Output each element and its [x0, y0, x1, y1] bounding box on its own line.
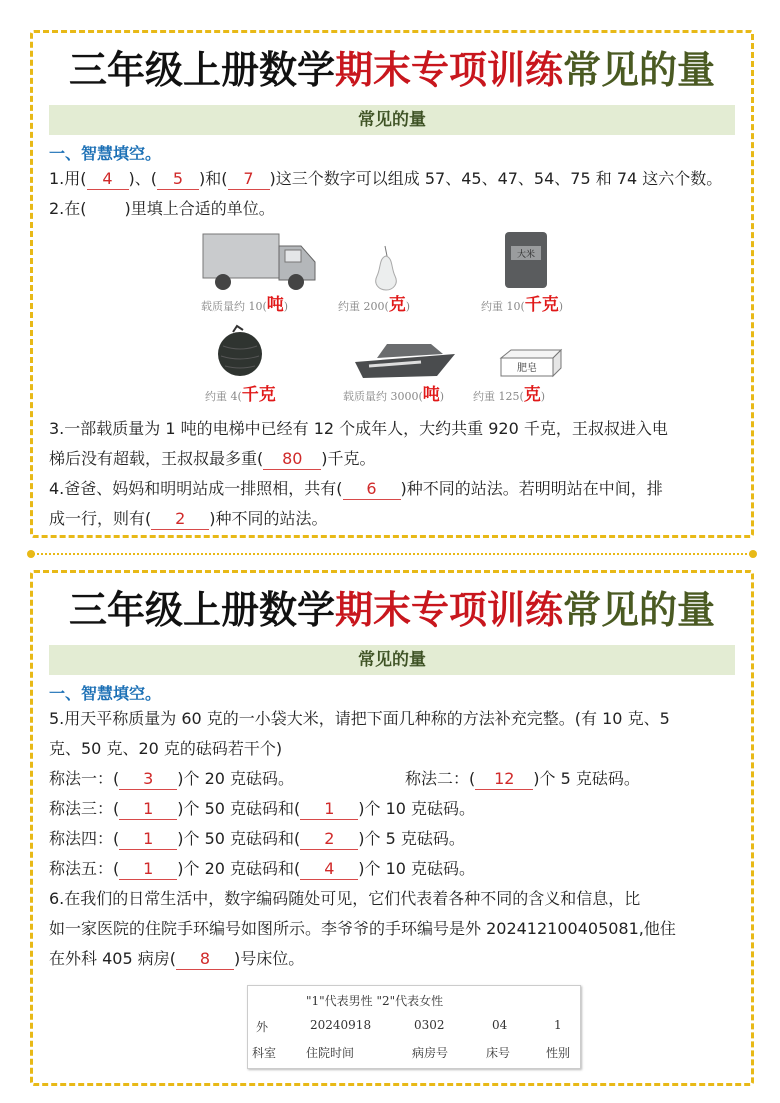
question-2: 2.在( )里填上合适的单位。	[49, 199, 275, 218]
ship-label: 载质量约 3000(吨)	[343, 385, 445, 405]
answer-blank: 1	[300, 799, 358, 820]
answer-blank: 6	[343, 479, 401, 500]
topic-banner: 常见的量	[49, 645, 735, 675]
answer-blank: 80	[263, 449, 321, 470]
page-divider	[30, 553, 754, 555]
answer-blank: 4	[300, 859, 358, 880]
question-1: 1.用( 4 )、( 5 )和( 7 )这三个数字可以组成 57、45、47、54、75 和 74 这六个数。	[49, 169, 723, 188]
soap-box-icon	[499, 348, 563, 378]
rice-bag-icon	[503, 230, 549, 290]
rice-bag-label: 约重 10(千克)	[481, 295, 564, 315]
question-3-cont: 梯后没有超载，王叔叔最多重( 80 )千克。	[49, 449, 376, 468]
question-6: 6.在我们的日常生活中，数字编码随处可见，它们代表着各种不同的含义和信息，比	[49, 889, 641, 908]
worksheet-card-2	[30, 570, 754, 1086]
question-5: 5.用天平称质量为 60 克的一小袋大米，请把下面几种称的方法补充完整。(有 10 克、5	[49, 709, 670, 728]
answer-blank: 1	[119, 799, 177, 820]
answer-blank: 1	[119, 829, 177, 850]
svg-text:肥皂: 肥皂	[517, 363, 537, 374]
question-6-cont-2: 在外科 405 病房( 8 )号床位。	[49, 949, 305, 968]
method-5: 称法五：( 1 )个 20 克砝码和( 4 )个 10 克砝码。	[49, 859, 476, 878]
question-3: 3.一部载质量为 1 吨的电梯中已经有 12 个成年人，大约共重 920 千克，王叔叔进入电	[49, 419, 668, 438]
answer-blank: 1	[119, 859, 177, 880]
unit-pictures	[33, 224, 751, 414]
question-5-cont: 克、50 克、20 克的砝码若干个)	[49, 739, 283, 758]
pear-icon	[371, 244, 401, 292]
section-heading: 一、智慧填空。	[49, 684, 162, 703]
truck-label: 载质量约 10(吨)	[201, 295, 289, 315]
answer-blank: 7	[228, 169, 270, 190]
pear-label: 约重 200(克)	[338, 295, 411, 315]
worksheet-card-1	[30, 30, 754, 538]
question-4-cont: 成一行，则有( 2 )种不同的站法。	[49, 509, 328, 528]
question-6-cont: 如一家医院的住院手环编号如图所示。李爷爷的手环编号是外 20241210040508​1,他住	[49, 919, 676, 938]
gender-note: "1"代表男性 "2"代表女性	[306, 994, 444, 1008]
answer-blank: 12	[475, 769, 533, 790]
svg-text:大米: 大米	[516, 250, 536, 260]
topic-banner: 常见的量	[49, 105, 735, 135]
watermelon-icon	[215, 322, 265, 378]
answer-blank: 2	[151, 509, 209, 530]
watermelon-label: 约重 4(千克	[205, 385, 276, 405]
method-1-2: 称法一：( 3 )个 20 克砝码。 称法二：( 12 )个 5 克砝码。	[49, 769, 640, 788]
method-3: 称法三：( 1 )个 50 克砝码和( 1 )个 10 克砝码。	[49, 799, 476, 818]
question-4: 4.爸爸、妈妈和明明站成一排照相，共有( 6 )种不同的站法。若明明站在中间，排	[49, 479, 663, 498]
answer-blank: 8	[176, 949, 234, 970]
answer-blank: 2	[300, 829, 358, 850]
soap-label: 约重 125(克)	[473, 385, 546, 405]
answer-blank: 3	[119, 769, 177, 790]
worksheet-title: 三年级上册数学期末专项训练常见的量	[68, 48, 716, 92]
truck-icon	[201, 230, 321, 292]
answer-blank: 4	[87, 169, 129, 190]
answer-blank: 5	[157, 169, 199, 190]
method-4: 称法四：( 1 )个 50 克砝码和( 2 )个 5 克砝码。	[49, 829, 465, 848]
wristband-code-table: "1"代表男性 "2"代表女性 外 20240918 0302 04 1 科室 住院时间 病房号 床号 性别	[247, 985, 581, 1069]
worksheet-title: 三年级上册数学期末专项训练常见的量	[68, 588, 716, 632]
section-heading: 一、智慧填空。	[49, 144, 162, 163]
ship-icon	[351, 336, 461, 380]
